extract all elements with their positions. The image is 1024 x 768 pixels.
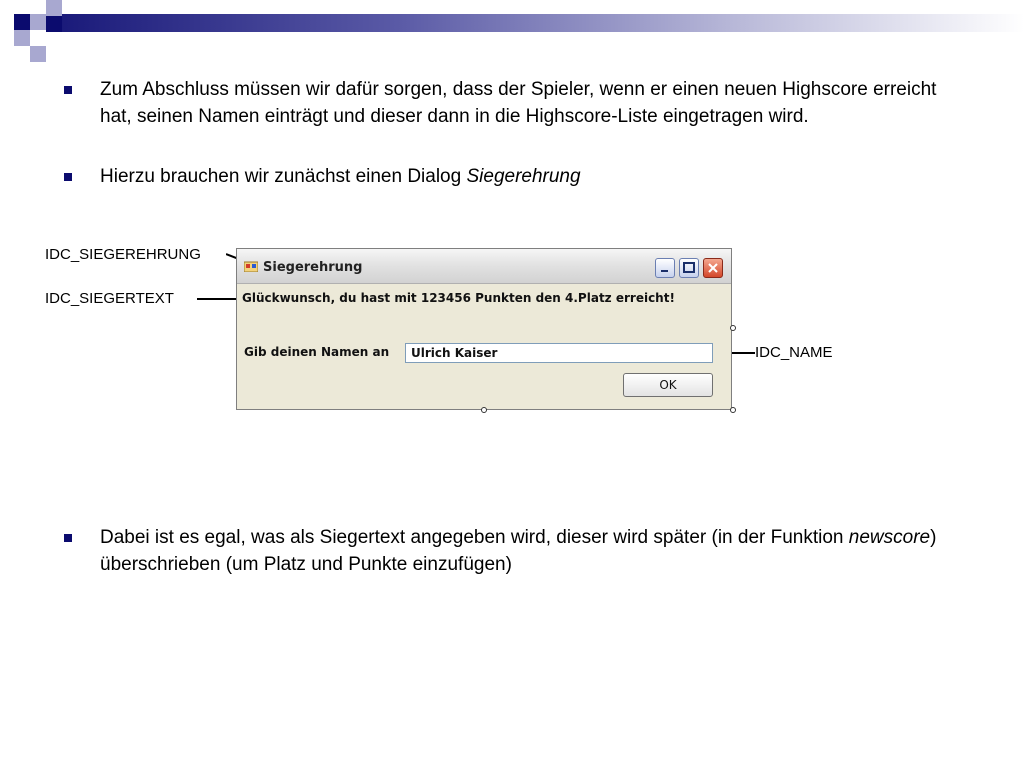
minimize-icon	[656, 259, 674, 277]
resize-handle[interactable]	[481, 407, 487, 413]
maximize-icon	[680, 259, 698, 277]
bullet-text: Dabei ist es egal, was als Siegertext angegeben wird, dieser wird später (in der Funktion newscore) überschrieben (um Platz und Punkte einzufügen)	[100, 527, 937, 575]
bullet-marker	[64, 173, 72, 181]
resize-handle[interactable]	[730, 325, 736, 331]
sieger-text: Glückwunsch, du hast mit 123456 Punkten den 4.Platz erreicht!	[242, 291, 675, 305]
app-icon	[244, 260, 258, 272]
header-square-light	[46, 0, 62, 16]
annotation-idc-siegertext: IDC_SIEGERTEXT	[45, 290, 174, 307]
annotation-connector	[197, 298, 240, 300]
name-input[interactable]	[405, 343, 713, 363]
name-label: Gib deinen Namen an	[244, 345, 390, 359]
header-square-dark	[46, 16, 62, 32]
header-square-dark	[14, 14, 30, 30]
bullet-marker	[64, 534, 72, 542]
dialog-title-bar[interactable]	[237, 249, 731, 284]
resize-handle[interactable]	[730, 407, 736, 413]
close-icon	[704, 259, 722, 277]
italic-term: Siegerehrung	[466, 166, 581, 187]
ok-button[interactable]: OK	[623, 373, 713, 397]
annotation-idc-siegerehrung: IDC_SIEGEREHRUNG	[45, 246, 201, 263]
bullet-text: Zum Abschluss müssen wir dafür sorgen, dass der Spieler, wenn er einen neuen Highscore erreicht hat, seinen Namen einträgt und dieser dann in die Highscore-Liste eingetragen wird.	[100, 79, 937, 127]
header-square-light	[30, 14, 46, 30]
annotation-idc-name: IDC_NAME	[755, 344, 833, 361]
siegerehrung-dialog	[236, 248, 732, 410]
dialog-title: Siegerehrung	[263, 260, 363, 275]
header-square-light	[14, 30, 30, 46]
maximize-button[interactable]	[679, 258, 699, 278]
italic-term: newscore	[848, 527, 931, 548]
bullet-text: Hierzu brauchen wir zunächst einen Dialog Siegerehrung	[100, 166, 581, 187]
close-button[interactable]	[703, 258, 723, 278]
minimize-button[interactable]	[655, 258, 675, 278]
header-square-light	[30, 46, 46, 62]
bullet-marker	[64, 86, 72, 94]
dialog-body	[237, 283, 731, 409]
header-gradient-bar	[60, 14, 1024, 32]
